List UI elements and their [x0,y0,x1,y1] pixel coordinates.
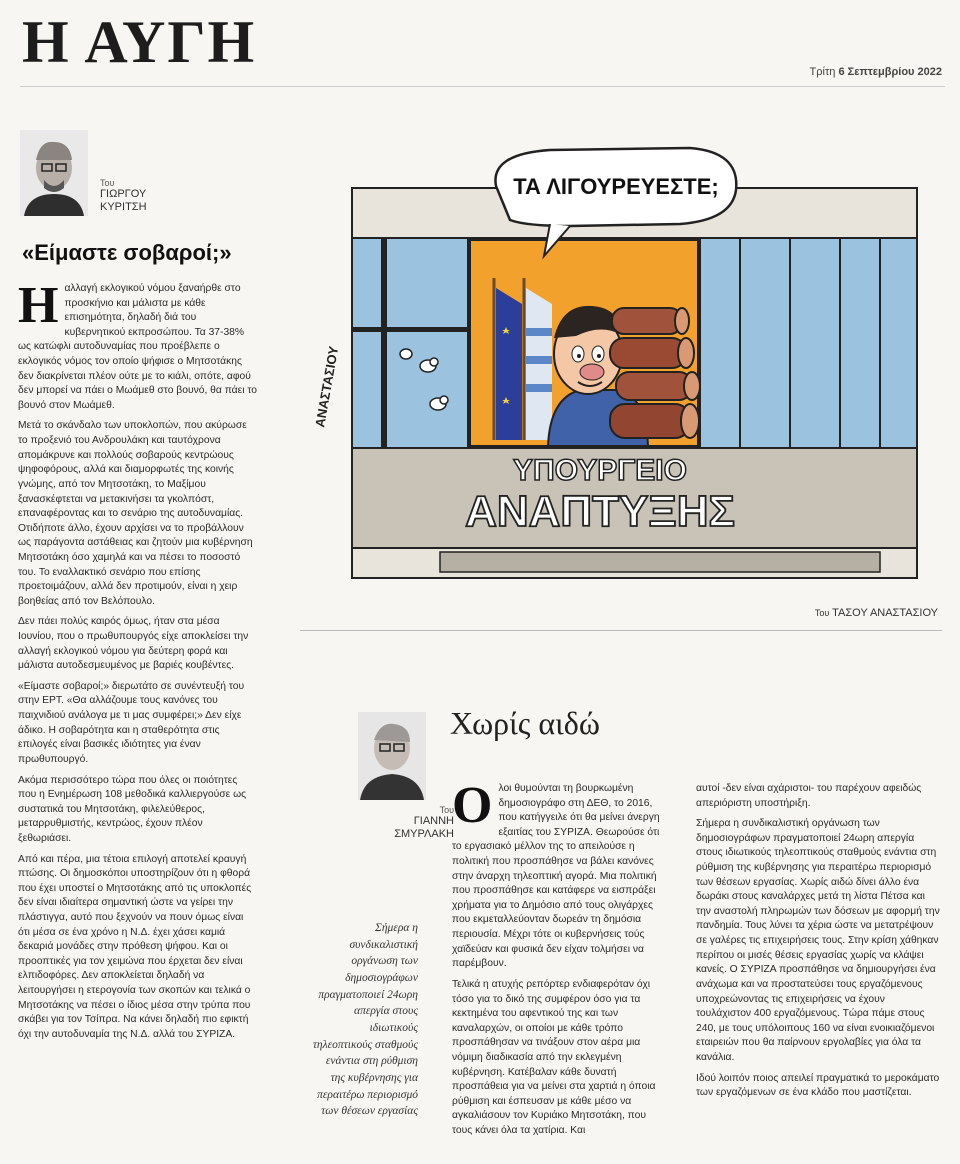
article1-paragraph: Ακόμα περισσότερο τώρα που όλες οι ποιότητες που η Ενημέρωση 108 μεθοδικά καλλιεργούσε ως συστατικά του Μητσοτάκη, φιλελεύθερος, μεταρρυθμιστής, κεντρώος, έχουν πλέον ξεθωριάσει. [18,774,247,844]
author-first: ΓΙΩΡΓΟΥ [100,188,147,200]
article1-paragraph: Από και πέρα, μια τέτοια επιλογή αποτελεί κραυγή πτώσης. Οι δημοσκόποι υποστηρίζουν ότι η φθορά που έχει υποστεί ο Μητσοτάκης από τις υποκλοπές δεν είναι ιδιαίτερα σημαντική ώστε να γείρει την πλάστιγγα, αυτό που ξεχνούν να πουν όμως είναι ότι μέσα σε ένα χρόνο η Ν.Δ. έχει χάσει καμιά δεκαριά μονάδες στην πρόθεση ψήφου. Και οι προοπτικές για τον χειμώνα που έρχεται δεν είναι ελπιδοφόρες. Δεν αποκλείεται δηλαδή να λειτουργήσει η ετερογονία των σκοπών και τελικά ο Μητσοτάκης να πέσει ο ίδιος μέσα στην τρύπα που σκάβει για τον Τσίπρα. Να κάνει δηλαδή πιο εφικτή όχι την αυτοδυναμία της Ν.Δ. αλλά του ΣΥΡΙΖΑ. [18,853,252,1040]
article2-title: Χωρίς αιδώ [450,705,600,741]
article2-paragraph: Σήμερα η συνδικαλιστική οργάνωση των δημοσιογράφων πραγματοποιεί 24ωρη απεργία στους ιδιωτικούς τηλεοπτικούς σταθμούς ενάντια στη ρύθμιση της κυβέρνησης για περαιτέρω περιορισμό των θέσεων εργασίας. Χωρίς αιδώ δίνει άλλο ένα δωράκι στους καναλάρχες μετά τη λίστα Πέτσα και την αναστολή πληρωμών των δόσεων με αφορμή την πανδημία. Τους λύνει τα χέρια ώστε να μετατρέψουν σε γαλέρες τις επιχειρήσεις τους. Στην κρίση χάθηκαν περίπου οι μισές θέσεις εργασίας χωρίς να κλάψει κανείς. Ο ΣΥΡΙΖΑ προσπάθησε να δημιουργήσει ένα ανάχωμα και να προστατεύσει τους εργαζόμενους υποχρεώνοντας τις επιχειρήσεις να έχουν τουλάχιστον 400 εργαζόμενους. Τώρα πάμε στους 240, με τους υπόλοιπους 160 να είναι ενοικιαζόμενοι εταιρειών που θα παίρνουν εργολαβίες για όλα τα κανάλια. [696,818,940,1063]
article2-paragraph: αυτοί -δεν είναι αχάριστοι- του παρέχουν αφειδώς απεριόριστη υποστήριξη. [696,783,922,809]
article1-paragraph: Δεν πάει πολύς καιρός όμως, ήταν στα μέσα Ιουνίου, που ο πρωθυπουργός είχε αποκλείσει την αλλαγή εκλογικού νόμου για δεύτερη φορά και μάλιστα αυτοδεσμευμένος με βαριές κουβέντες. [18,616,249,672]
ministry-sign-line1: ΥΠΟΥΡΓΕΙΟ [513,454,687,487]
author-last: ΚΥΡΙΤΣΗ [100,200,147,213]
credit-prefix: Του [814,608,830,618]
author-last: ΣΜΥΡΛΑΚΗ [394,827,454,840]
cartoon-signature: ΑΝΑΣΤΑΣΙΟΥ [312,344,342,429]
article2-paragraph: Ολοι θυμούνται τη βουρκωμένη δημοσιογράφο στη ΔΕΘ, το 2016, που κατήγγειλε ότι θα μείνει άνεργη εξαιτίας του ΣΥΡΙΖΑ. Θεωρούσε ότι το εργασιακό μέλλον της το απειλούσε η πολιτική που προσπάθησε να βάλει κανόνες στην άναρχη τηλεοπτική αγορά. Μια πολιτική που προσπάθησε και κατάφερε να εισπράξει χρήματα για το Δημόσιο από τους ολιγάρχες που εκμεταλλεύονταν δωρεάν τη δημόσια περιουσία. Μέχρι τότε οι κυβερνήσεις τούς χαϊδεύαν και φυσικά δεν είχαν τολμήσει να παρέμβουν. [452,782,660,970]
article2-column-1 [452,782,666,1152]
article1-paragraph: «Είμαστε σοβαροί;» διερωτάτο σε συνέντευξή του στην ΕΡΤ. «Θα αλλάζουμε τους κανόνες του παιχνιδιού ανάλογα με τι μας συμφέρει;» Δεν είχε άδικο. Η σοβαρότητα και η σταθερότητα στις επιλογές είναι βασικές ιδιότητες για έναν πρωθυπουργό. [18,680,245,765]
byline-prefix: Του [100,178,115,188]
author-photo-smyrlakis [358,712,426,800]
article1-paragraph: Ηαλλαγή εκλογικού νόμου ξαναήρθε στο προσκήνιο και μάλιστα με κάθε επισημότητα, δηλαδή διά του κυβερνητικού εκπροσώπου. Τα 37-38% ως κατώφλι αυτοδυναμίας που προέβλεπε ο εκλογικός νόμος τον οποίο ψήφισε ο Μητσοτάκης δεν διακρίνεται πλέον ούτε με το κιάλι, οπότε, αφού δεν μπορεί να πάει ο Μωάμεθ στο βουνό, θα πάει το βουνό στον Μωάμεθ. [18,282,258,411]
speech-text: ΤΑ ΛΙΓΟΥΡΕΥΕΣΤΕ; [513,174,719,199]
article2-column-2 [696,782,942,1152]
cartoon [300,128,942,598]
byline-prefix: Του [439,805,454,815]
article1-paragraph: Μετά το σκάνδαλο των υποκλοπών, που ακύρωσε το προξενιό του Ανδρουλάκη και ταυτόχρονα απομάκρυνε και πολλούς σοβαρούς κεντρώους ψηφοφόρους, αλλά και διαμορφωτές της κοινής γνώμης, από τον Μητσοτάκη, το Μαξίμου ξανασκέφτεται να μετακινήσει τα γκολπόστ, επαναφέροντας και το σενάριο της αυτοδυναμίας. Οτιδήποτε άλλο, έχουν αρχίσει να το προβάλλουν ως παράγοντα αστάθειας και ζητούν μια κυβέρνηση Μητσοτάκη όσο χαμηλά και να πέσει το ποσοστό του. Το εναλλακτικό σενάριο που επίσης προετοιμάζουν, αλλά δεν προτιμούν, είναι η χειρ βοηθείας από τον Βελόπουλο. [18,420,253,607]
byline-smyrlakis [358,805,454,840]
byline-kyritsis [100,178,147,213]
ministry-sign-line2: ΑΝΑΠΤΥΞΗΣ [465,487,735,536]
article1-headline: «Είμαστε σοβαροί;» [22,240,232,265]
article2-paragraph: Τελικά η ατυχής ρεπόρτερ ενδιαφερόταν όχι τόσο για το δικό της συμφέρον όσο για τα κεκτημένα του αφεντικού της και των καναλαρχών, οι οποίοι με κάθε τρόπο προσπάθησαν να τινάξουν στον αέρα μια νόμιμη διαδικασία από την εκλεγμένη κυβέρνηση. Κατέβαλαν κάθε δυνατή προσπάθεια για να μείνει στα χαρτιά η όποια ρύθμιση και έσπευσαν με κάθε μέσο να αγκαλιάσουν τον Κυριάκο Μητσοτάκη, που τους κάνει όλα τα χατίρια. Και [452,978,656,1137]
section-divider [300,630,942,631]
article2-paragraph: Ιδού λοιπόν ποιος απειλεί πραγματικά το μεροκάματο των εργαζόμενων σε ένα κλάδο που μαστίζεται. [696,1072,940,1099]
pull-quote: Σήμερα η συνδικαλιστική οργάνωση των δημοσιογράφων πραγματοποιεί 24ωρη απεργία στους ιδιωτικούς τηλεοπτικούς σταθμούς ενάντια στη ρύθμιση της κυβέρνησης για περαιτέρω περιορισμό των θέσεων εργασίας [312,922,418,1118]
flags [494,278,552,440]
date-rest: 6 Σεπτεμβρίου 2022 [838,66,942,78]
masthead: Η ΑΥΓΗ [22,9,257,75]
author-first: ΓΙΑΝΝΗ [413,815,454,827]
dropcap: Ο [452,782,493,834]
article1-body [18,282,258,1152]
issue-date [810,66,942,78]
date-day: Τρίτη [809,66,836,78]
cartoon-credit [815,607,938,619]
author-photo-kyritsis [20,130,88,216]
dropcap: Η [18,282,59,334]
header-rule [20,86,945,87]
credit-name: ΤΑΣΟΥ ΑΝΑΣΤΑΣΙΟΥ [832,607,938,619]
